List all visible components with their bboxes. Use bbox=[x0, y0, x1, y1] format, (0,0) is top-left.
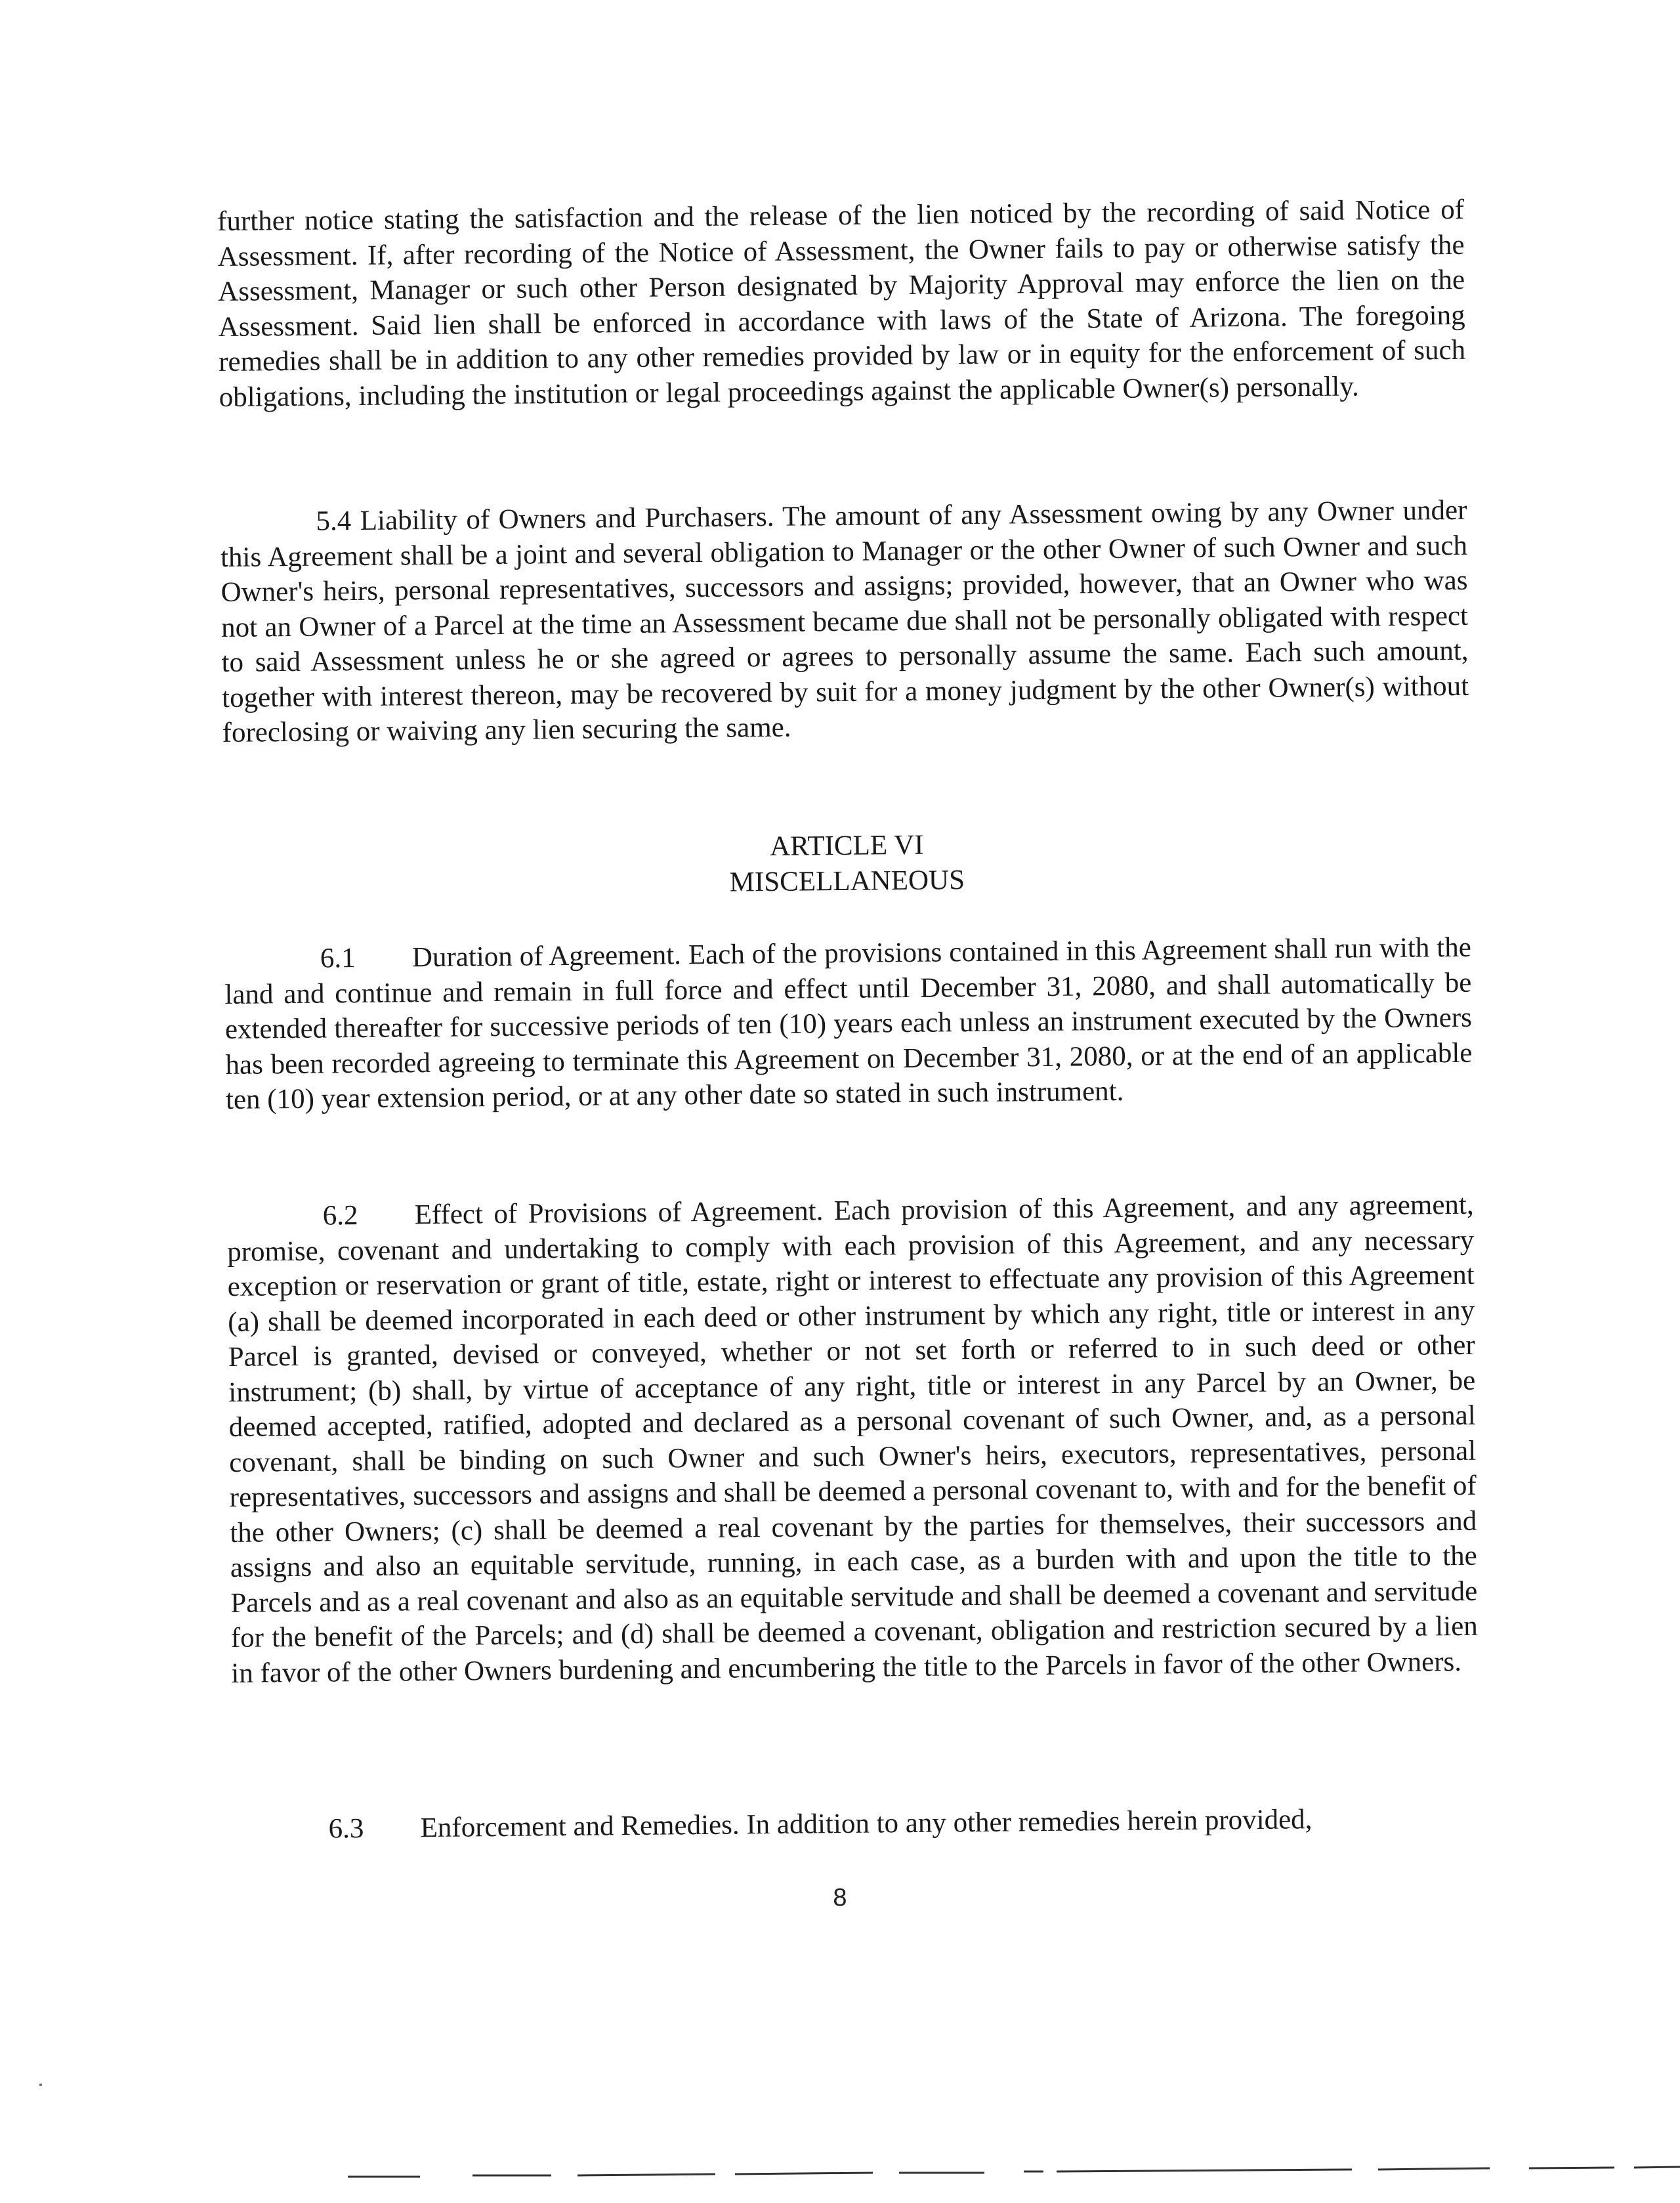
scan-dash bbox=[1378, 2168, 1490, 2170]
article-title: MISCELLANEOUS bbox=[729, 864, 965, 898]
scan-speck bbox=[39, 2084, 42, 2086]
section-number-6-3: 6.3 bbox=[328, 1813, 364, 1845]
scan-dash bbox=[735, 2173, 873, 2174]
paragraph-6-2-text: Effect of Provisions of Agreement. Each provision of this Agreement, and any agreement, promise, covenant and undertaking to comply with each provision of this Agreement, and any necessary exception or reservation or grant of title, estate, right or interest to effectuate any provision of this Agreement (a) shall be deemed incorporated in each deed or other instrument by which any right, title or interest in any Parcel is granted, devised or conveyed, whether or not set forth or referred to in such deed or other instrument; (b) shall, by virtue of acceptance of any right, title or interest in any Parcel by an Owner, be deemed accepted, ratified, adopted and declared as a personal covenant of such Owner, and, as a personal covenant, shall be binding on such Owner and such Owner's heirs, executors, representatives, personal representatives, successors and assigns and shall be deemed a personal covenant to, with and for the benefit of the other Owners; (c) shall be deemed a real covenant by the parties for themselves, their successors and assigns and also an equitable servitude, running, in each case, as a burden with and upon the title to the Parcels and as a real covenant and also as an equitable servitude and shall be deemed a covenant and servitude for the benefit of the Parcels; and (d) shall be deemed a covenant, obligation and restriction secured by a lien in favor of the other Owners burdening and encumbering the title to the Parcels in favor of the other Owners. bbox=[226, 1189, 1478, 1689]
scan-dash bbox=[578, 2174, 715, 2175]
paragraph-5-4-liability: 5.4 Liability of Owners and Purchasers. The amount of any Assessment owing by any Owner under this Agreement shall be a joint and several obligation to Manager or the other Owner of such Owner and such Owner's heirs, personal representatives, successors and assigns; provided, however, that an Owner who was not an Owner of a Parcel at the time an Assessment became due shall not be personally obligated with respect to said Assessment unless he or she agreed or agrees to personally assume the same. Each such amount, together with interest thereon, may be recovered by suit for a money judgment by the other Owner(s) without foreclosing or waiving any lien securing the same. bbox=[220, 494, 1469, 749]
paragraph-6-1-text: Duration of Agreement. Each of the provisions contained in this Agreement shall run with the land and continue and remain in full force and effect until December 31, 2080, and shall automatically be extended thereafter for successive periods of ten (10) years each unless an instrument executed by the Owners has been recorded agreeing to terminate this Agreement on December 31, 2080, or at the end of an applicable ten (10) year extension period, or at any other date so stated in such instrument. bbox=[224, 931, 1473, 1115]
page-number: 8 bbox=[833, 1884, 847, 1912]
scan-dash bbox=[1634, 2167, 1680, 2168]
paragraph-6-3-text: Enforcement and Remedies. In addition to any other remedies herein provided, bbox=[420, 1804, 1312, 1844]
scan-dash bbox=[1057, 2170, 1352, 2171]
article-number: ARTICLE VI bbox=[769, 829, 924, 863]
section-number-6-1: 6.1 bbox=[320, 943, 356, 974]
section-number-6-2: 6.2 bbox=[322, 1200, 358, 1231]
paragraph-continuation: further notice stating the satisfaction and the release of the lien noticed by the recording of said Notice of Assessment. If, after recording of the Notice of Assessment, the Owner fails to pay or otherwise satisfy the Assessment, Manager or such other Person designated by Majority Approval may enforce the lien on the Assessment. Said lien shall be enforced in accordance with laws of the State of Arizona. The foregoing remedies shall be in addition to any other remedies provided by law or in equity for the enforcement of such obligations, including the institution or legal proceedings against the applicable Owner(s) personally. bbox=[217, 194, 1466, 413]
